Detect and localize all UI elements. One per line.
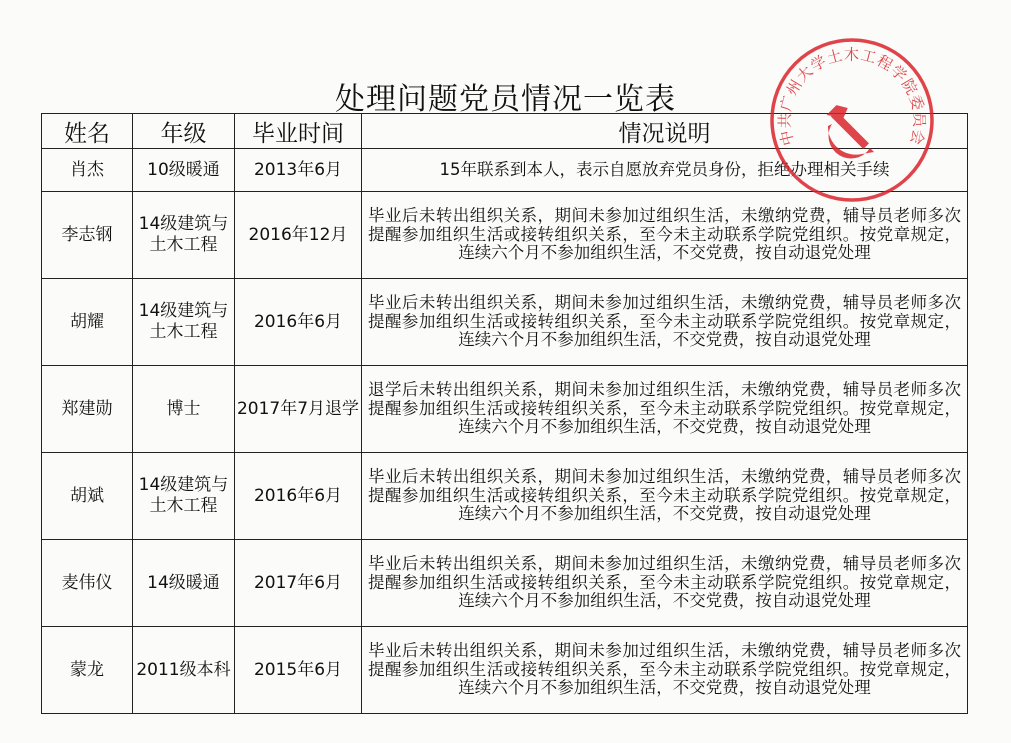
cell-graduation: 2016年6月 [235,453,362,540]
cell-grade: 2011级本科 [133,627,235,714]
cell-grade: 14级暖通 [133,540,235,627]
cell-graduation: 2017年7月退学 [235,366,362,453]
header-name: 姓名 [42,114,133,149]
cell-name: 肖杰 [42,149,133,192]
cell-description: 退学后未转出组织关系，期间未参加过组织生活，未缴纳党费，辅导员老师多次提醒参加组织生活或接转组织关系，至今未主动联系学院党组织。按党章规定，连续六个月不参加组织生活，不交党费，按自动退党处理 [362,366,968,453]
cell-description: 毕业后未转出组织关系，期间未参加过组织生活，未缴纳党费，辅导员老师多次提醒参加组织生活或接转组织关系，至今未主动联系学院党组织。按党章规定，连续六个月不参加组织生活，不交党费，按自动退党处理 [362,540,968,627]
table-row [42,627,968,714]
cell-description: 毕业后未转出组织关系，期间未参加过组织生活，未缴纳党费，辅导员老师多次提醒参加组织生活或接转组织关系，至今未主动联系学院党组织。按党章规定，连续六个月不参加组织生活，不交党费，按自动退党处理 [362,192,968,279]
cell-graduation: 2016年6月 [235,279,362,366]
cell-name: 郑建勋 [42,366,133,453]
cell-graduation: 2016年12月 [235,192,362,279]
header-graduation: 毕业时间 [235,114,362,149]
table-row [42,540,968,627]
cell-grade: 14级建筑与土木工程 [133,279,235,366]
cell-grade: 博士 [133,366,235,453]
header-description: 情况说明 [362,114,968,149]
table-row [42,453,968,540]
official-seal-stamp [768,36,936,204]
seal-text: 中共广州大学土木工程学院委员会 [775,45,929,148]
cell-graduation: 2015年6月 [235,627,362,714]
table-row [42,192,968,279]
party-emblem-icon [827,101,874,159]
cell-graduation: 2013年6月 [235,149,362,192]
cell-grade: 14级建筑与土木工程 [133,192,235,279]
cell-description: 15年联系到本人，表示自愿放弃党员身份，拒绝办理相关手续 [362,149,968,192]
cell-description: 毕业后未转出组织关系，期间未参加过组织生活，未缴纳党费，辅导员老师多次提醒参加组织生活或接转组织关系，至今未主动联系学院党组织。按党章规定，连续六个月不参加组织生活，不交党费，按自动退党处理 [362,453,968,540]
cell-description: 毕业后未转出组织关系，期间未参加过组织生活，未缴纳党费，辅导员老师多次提醒参加组织生活或接转组织关系，至今未主动联系学院党组织。按党章规定，连续六个月不参加组织生活，不交党费，按自动退党处理 [362,627,968,714]
cell-name: 胡斌 [42,453,133,540]
cell-graduation: 2017年6月 [235,540,362,627]
table-row [42,366,968,453]
cell-grade: 10级暖通 [133,149,235,192]
cell-name: 李志钢 [42,192,133,279]
cell-grade: 14级建筑与土木工程 [133,453,235,540]
cell-name: 胡耀 [42,279,133,366]
document-title: 处理问题党员情况一览表 [335,82,676,117]
header-grade: 年级 [133,114,235,149]
cell-name: 蒙龙 [42,627,133,714]
cell-description: 毕业后未转出组织关系，期间未参加过组织生活，未缴纳党费，辅导员老师多次提醒参加组织生活或接转组织关系，至今未主动联系学院党组织。按党章规定，连续六个月不参加组织生活，不交党费，按自动退党处理 [362,279,968,366]
cell-name: 麦伟仪 [42,540,133,627]
table-row [42,279,968,366]
